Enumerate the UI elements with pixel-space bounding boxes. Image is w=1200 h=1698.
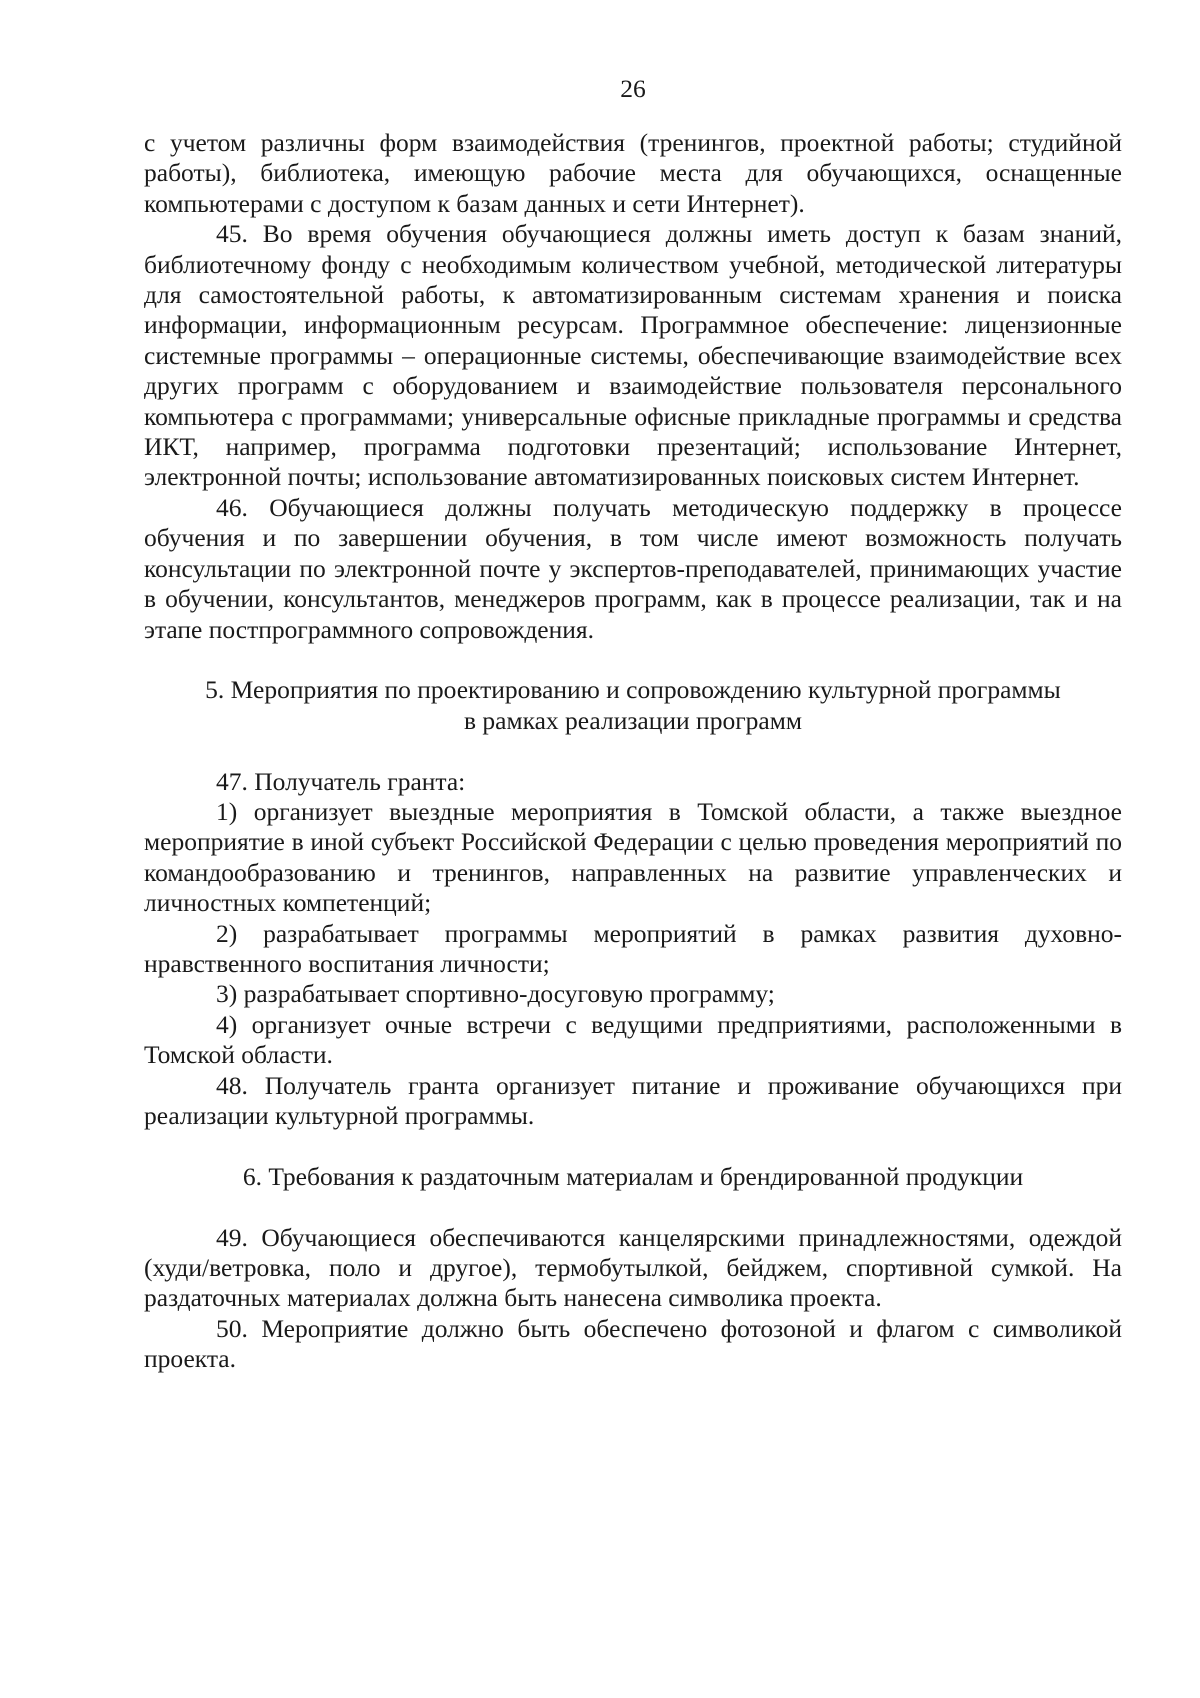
spacer (144, 1131, 1122, 1161)
list-item: 2) разрабатывает программы мероприятий в рамках развития духовно-нравственного воспитания личности; (144, 918, 1122, 978)
list-item: 1) организует выездные мероприятия в Томской области, а также выездное мероприятие в иной субъект Российской Федерации с целью проведения мероприятий по командообразованию и тренингов, направленных на развитие управленческих и личностных компетенций; (144, 796, 1122, 918)
spacer (144, 645, 1122, 675)
paragraph-46: 46. Обучающиеся должны получать методическую поддержку в процессе обучения и по завершении обучения, в том числе имеют возможность получать консультации по электронной почте у экспертов-преподавателей, принимающих участие в обучении, консультантов, менеджеров программ, как в процессе реализации, так и на этапе постпрограммного сопровождения. (144, 492, 1122, 644)
list-item: 3) разрабатывает спортивно-досуговую программу; (216, 979, 775, 1009)
paragraph-50: 50. Мероприятие должно быть обеспечено фотозоной и флагом с символикой проекта. (144, 1313, 1122, 1374)
paragraph-continuation: с учетом различны форм взаимодействия (тренингов, проектной работы; студийной работы), библиотека, имеющую рабочие места для обучающихся, оснащенные компьютерами с доступом к базам данных и сети Интернет). (144, 128, 1122, 218)
section-5-heading-line-2: в рамках реализации программ (463, 705, 802, 735)
section-5-content (144, 767, 1122, 1132)
document-body (144, 128, 1122, 1375)
page-number: 26 (620, 74, 646, 103)
paragraph-48: 48. Получатель гранта организует питание и проживание обучающихся при реализации культурной программы. (144, 1070, 1122, 1130)
spacer (144, 736, 1122, 766)
paragraph-47-intro: 47. Получатель гранта: (216, 766, 466, 796)
spacer (144, 1192, 1122, 1222)
list-item: 4) организует очные встречи с ведущими предприятиями, расположенными в Томской области. (144, 1009, 1122, 1070)
section-5-heading (144, 675, 1122, 736)
paragraph-49: 49. Обучающиеся обеспечиваются канцелярскими принадлежностями, одеждой (худи/ветровка, поло и другое), термобутылкой, бейджем, спортивной сумкой. На раздаточных материалах должна быть нанесена символика проекта. (144, 1222, 1122, 1313)
paragraph-45: 45. Во время обучения обучающиеся должны иметь доступ к базам знаний, библиотечному фонду с необходимым количеством учебной, методической литературы для самостоятельной работы, к автоматизированным системам хранения и поиска информации, информационным ресурсам. Программное обеспечение: лицензионные системные программы – операционные системы, обеспечивающие взаимодействие всех других программ с оборудованием и взаимодействие пользователя персонального компьютера с программами; универсальные офисные прикладные программы и средства ИКТ, например, программа подготовки презентаций; использование Интернет, электронной почты; использование автоматизированных поисковых систем Интернет. (144, 219, 1122, 492)
section-5-heading-line-1: 5. Мероприятия по проектированию и сопровождению культурной программы (205, 675, 1061, 705)
section-6-heading: 6. Требования к раздаточным материалам и брендированной продукции (242, 1161, 1024, 1191)
